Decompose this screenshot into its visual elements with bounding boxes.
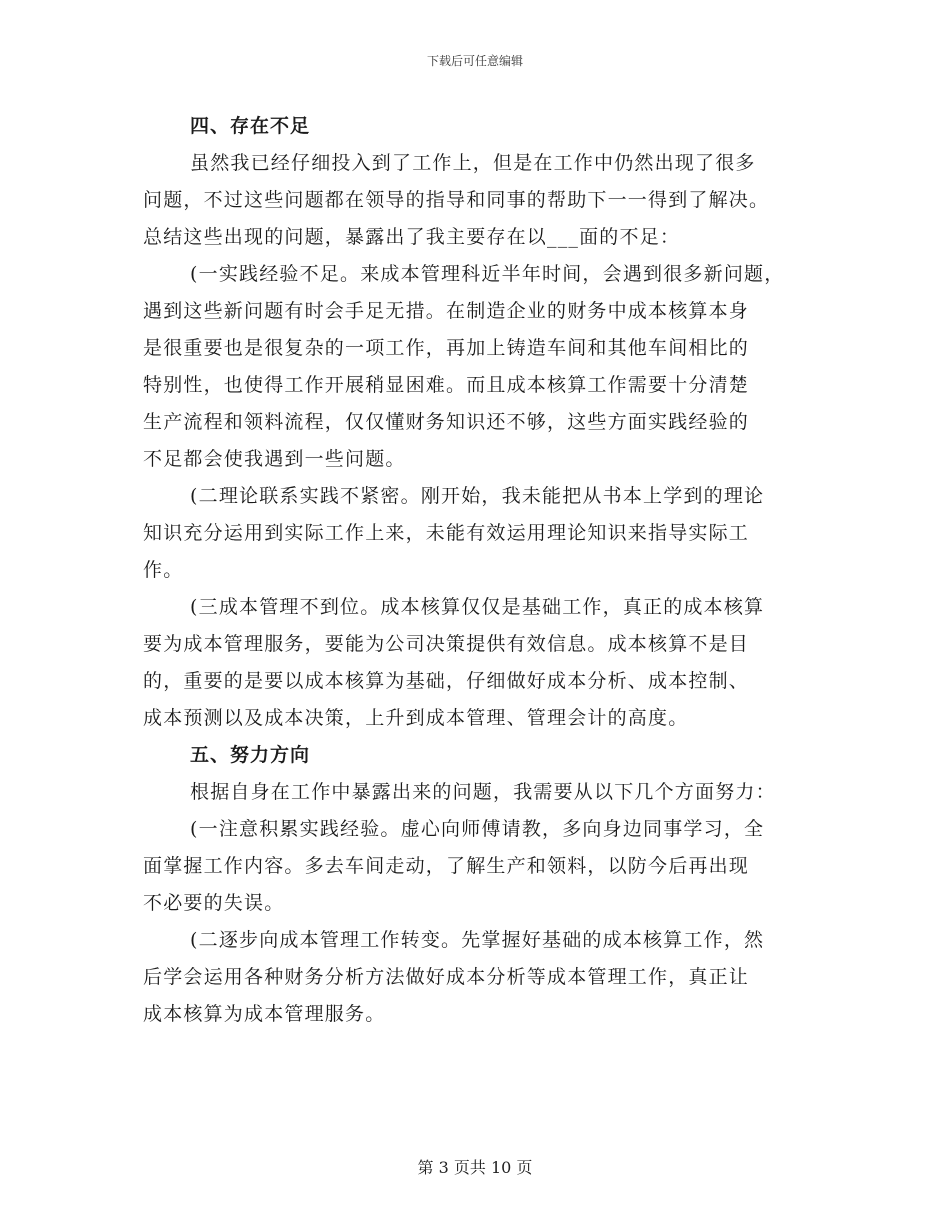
paragraph-line: 后学会运用各种财务分析方法做好成本分析等成本管理工作，真正让: [143, 966, 750, 988]
paragraph-line: (二逐步向成本管理工作转变。先掌握好基础的成本核算工作，然: [190, 929, 765, 951]
paragraph-line: 成本预测以及成本决策，上升到成本管理、管理会计的高度。: [143, 707, 689, 729]
paragraph-line: 面掌握工作内容。多去车间走动，了解生产和领料，以防今后再出现: [143, 855, 750, 877]
page-header-note: 下载后可任意编辑: [426, 54, 523, 68]
paragraph-line: 虽然我已经仔细投入到了工作上，但是在工作中仍然出现了很多: [190, 152, 756, 174]
paragraph-line: 成本核算为成本管理服务。: [143, 1003, 386, 1025]
paragraph-line: (二理论联系实践不紧密。刚开始，我未能把从书本上学到的理论: [190, 485, 765, 507]
paragraph-line: 不足都会使我遇到一些问题。: [143, 448, 406, 470]
paragraph-line: 生产流程和领料流程，仅仅懂财务知识还不够，这些方面实践经验的: [143, 411, 750, 433]
paragraph-line: 知识充分运用到实际工作上来，未能有效运用理论知识来指导实际工: [143, 522, 750, 544]
paragraph-line: (三成本管理不到位。成本核算仅仅是基础工作，真正的成本核算: [190, 596, 765, 618]
paragraph-line: (一注意积累实践经验。虚心向师傅请教，多向身边同事学习，全: [190, 818, 765, 840]
document-body: [143, 108, 811, 1033]
paragraph-line: 不必要的失误。: [143, 892, 285, 914]
paragraph-line: 根据自身在工作中暴露出来的问题，我需要从以下几个方面努力：: [190, 781, 776, 803]
section-heading: 四、存在不足: [190, 115, 311, 137]
paragraph-line: 问题，不过这些问题都在领导的指导和同事的帮助下一一得到了解决。: [143, 189, 770, 211]
paragraph-line: 遇到这些新问题有时会手足无措。在制造企业的财务中成本核算本身: [143, 300, 750, 322]
paragraph-line: 是很重要也是很复杂的一项工作，再加上铸造车间和其他车间相比的: [143, 337, 750, 359]
paragraph-line: 的，重要的是要以成本核算为基础，仔细做好成本分析、成本控制、: [143, 670, 750, 692]
paragraph-line: 作。: [143, 559, 184, 581]
paragraph-line: 要为成本管理服务，要能为公司决策提供有效信息。成本核算不是目: [143, 633, 750, 655]
paragraph-line: 总结这些出现的问题，暴露出了我主要存在以___面的不足：: [143, 226, 681, 248]
paragraph-line: (一实践经验不足。来成本管理科近半年时间，会遇到很多新问题，: [190, 263, 785, 285]
page-number: 第 3 页共 10 页: [417, 1158, 533, 1177]
paragraph-line: 特别性，也使得工作开展稍显困难。而且成本核算工作需要十分清楚: [143, 374, 750, 396]
section-heading: 五、努力方向: [190, 744, 311, 766]
